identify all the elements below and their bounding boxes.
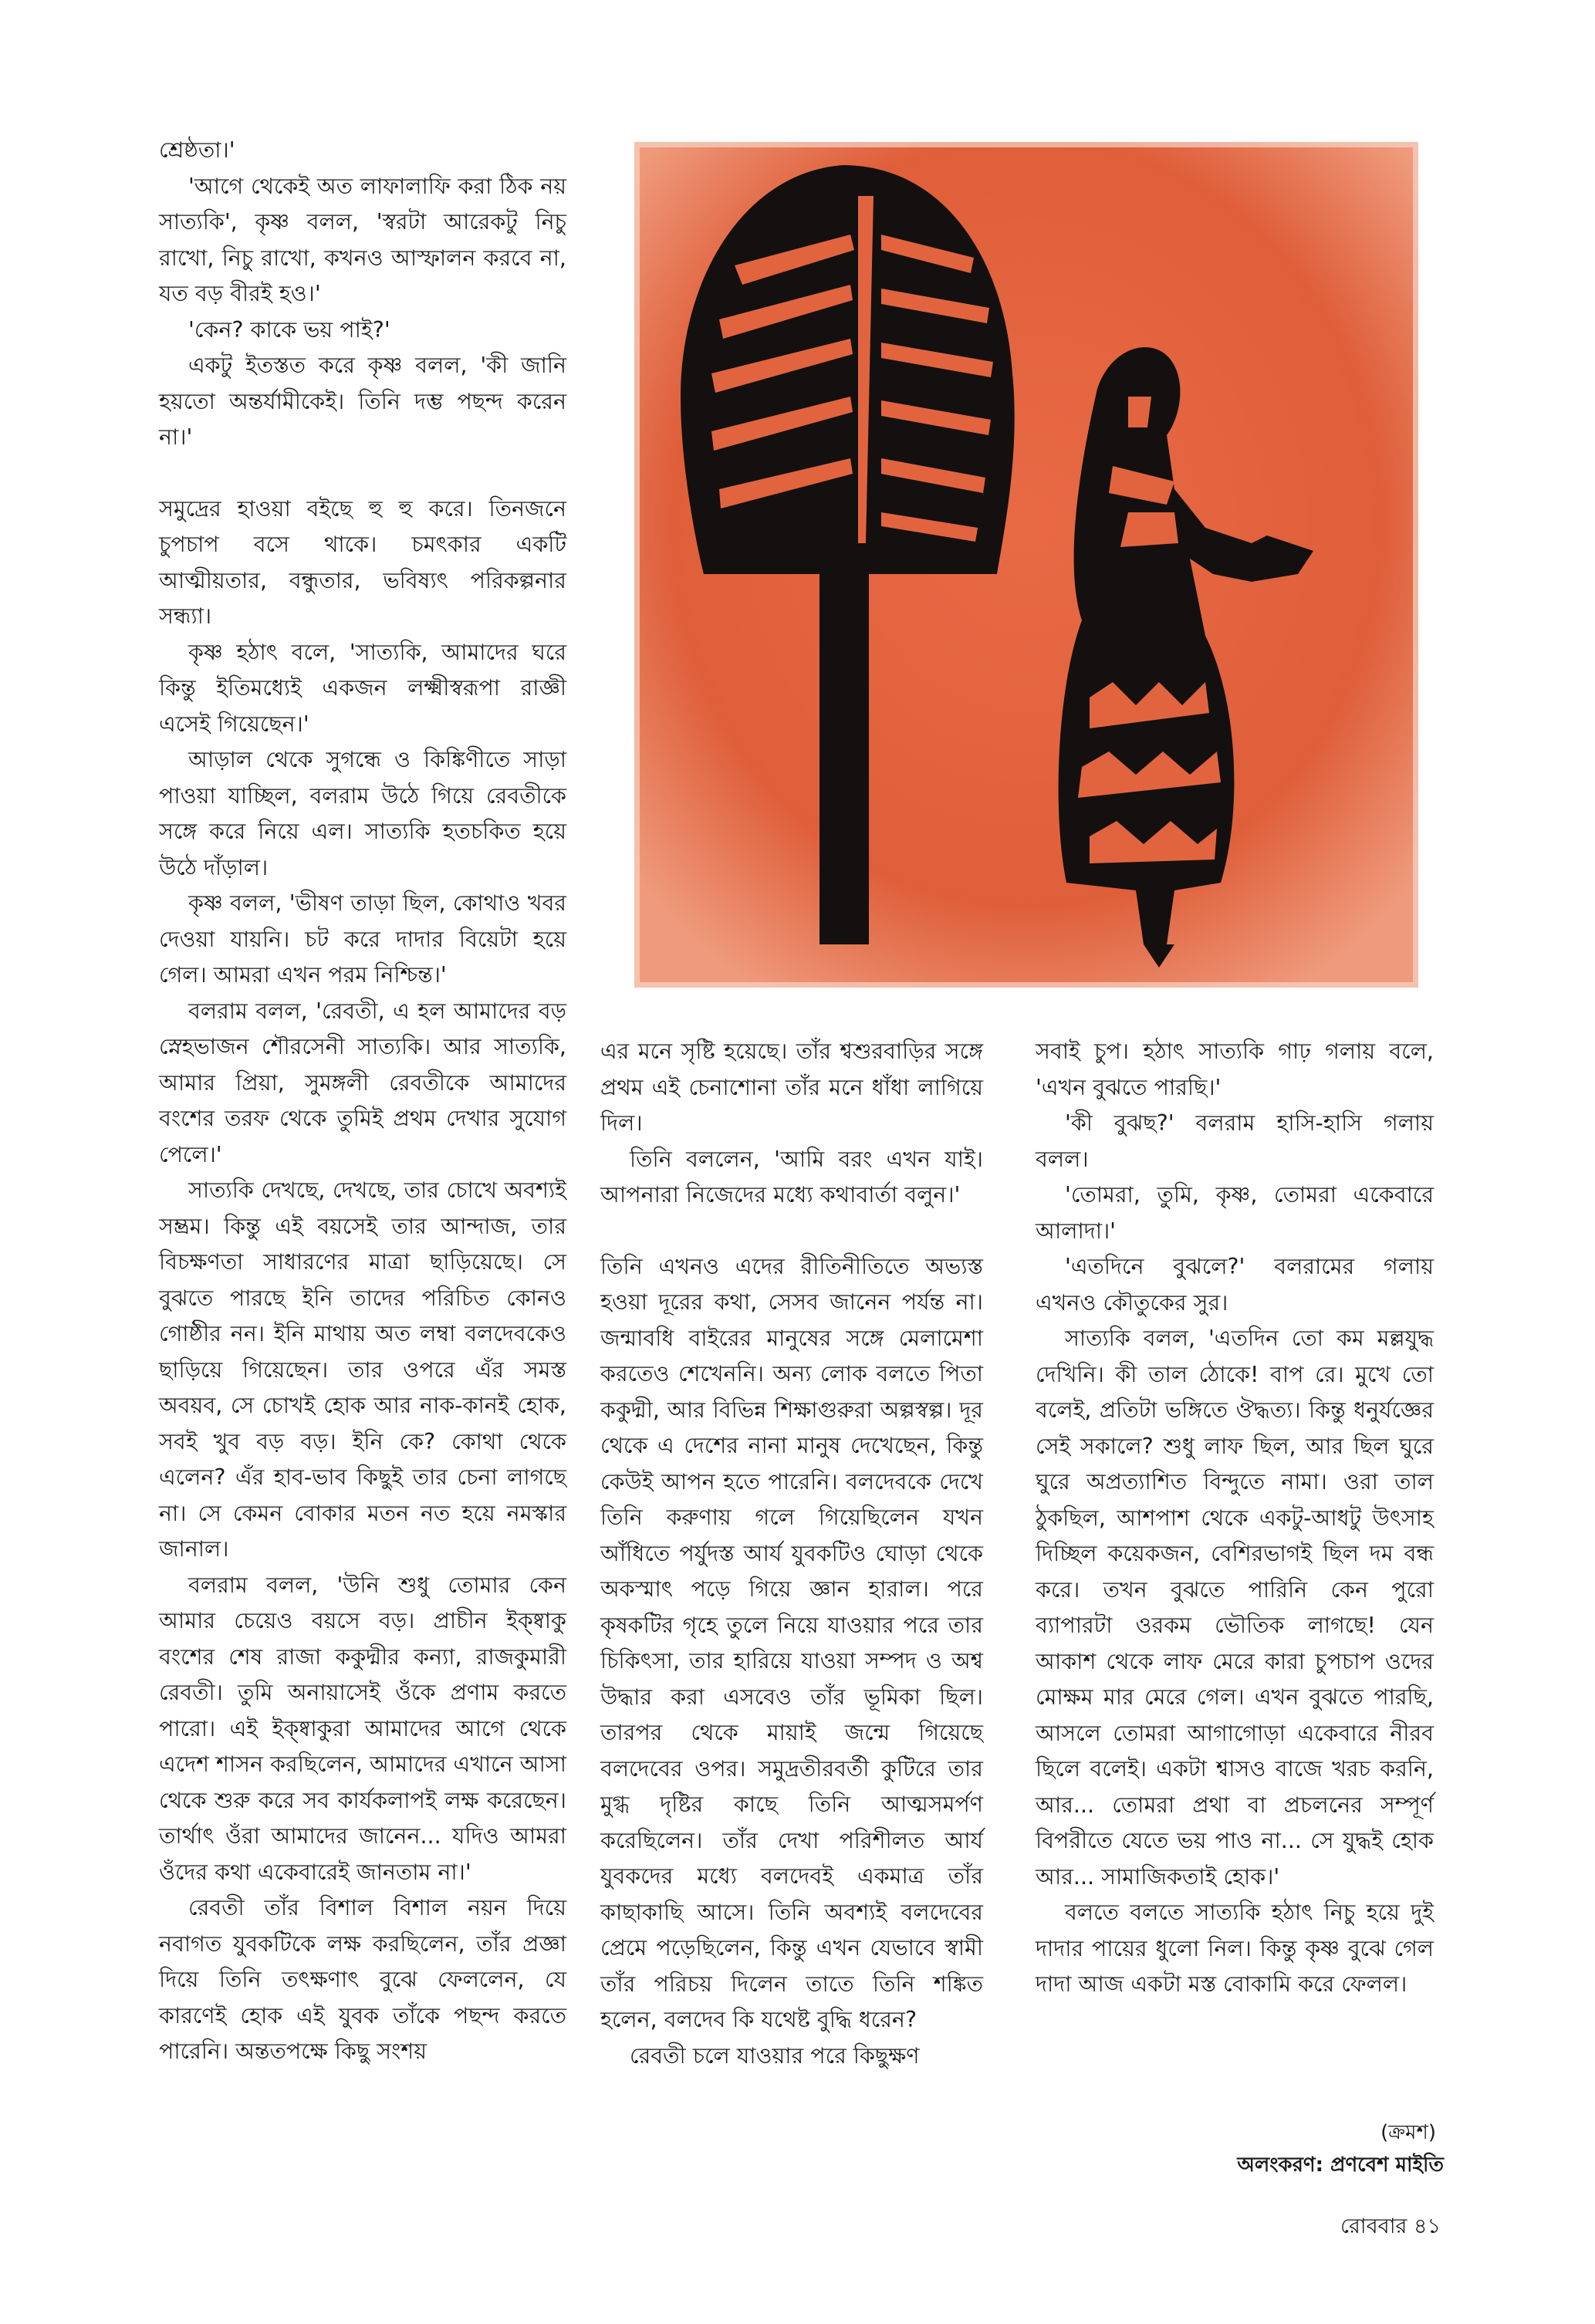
- paragraph: শ্রেষ্ঠতা।': [159, 137, 235, 163]
- text-column-1: [159, 133, 566, 2070]
- paragraph: বলতে বলতে সাত্যকি হঠাৎ নিচু হয়ে দুই দাদার পায়ের ধুলো নিল। কিন্তু কৃষ্ণ বুঝে গেল দাদা আজ একটা মস্ত বোকামি করে ফেলল।: [1036, 1900, 1434, 1997]
- paragraph: 'তোমরা, তুমি, কৃষ্ণ, তোমরা একেবারে আলাদা।': [1036, 1182, 1434, 1244]
- paragraph: সাত্যকি বলল, 'এতদিন তো কম মল্লযুদ্ধ দেখিনি। কী তাল ঠোকে! বাপ রে। মুখে তো বলেই, প্রতিটা ভঙ্গিতে ঔদ্ধত্য। কিন্তু ধনুর্যজ্ঞের সেই সকালে? শুধু লাফ ছিল, আর ছিল ঘুরে ঘুরে অপ্রত্যাশিত বিন্দুতে নামা। ওরা তাল ঠুকছিল, আশপাশ থেকে একটু-আধটু উৎসাহ দিচ্ছিল কয়েকজন, বেশিরভাগই ছিল দম বন্ধ করে। তখন বুঝতে পারিনি কেন পুরো ব্যাপারটা ওরকম ভৌতিক লাগছে! যেন আকাশ থেকে লাফ মেরে কারা চুপচাপ ওদের মোক্ষম মার মেরে গেল। এখন বুঝতে পারছি, আসলে তোমরা আগাগোড়া একেবারে নীরব ছিলে বলেই। একটা শ্বাসও বাজে খরচ করনি, আর... তোমরা প্রথা বা প্রচলনের সম্পূর্ণ বিপরীতে যেতে ভয় পাও না... সে যুদ্ধই হোক আর... সামাজিকতাই হোক।': [1036, 1326, 1434, 1890]
- paragraph: বলরাম বলল, 'উনি শুধু তোমার কেন আমার চেয়েও বয়সে বড়। প্রাচীন ইক্ষ্বাকু বংশের শেষ রাজা ককুদ্মীর কন্যা, রাজকুমারী রেবতী। তুমি অনায়াসেই ওঁকে প্রণাম করতে পারো। এই ইক্ষ্বাকুরা আমাদের আগে থেকে এদেশ শাসন করছিলেন, আমাদের এখানে আসা থেকে শুরু করে সব কার্যকলাপই লক্ষ করেছেন। তার্থাৎ ওঁরা আমাদের জানেন... যদিও আমরা ওঁদের কথা একেবারেই জানতাম না।': [159, 1572, 566, 1885]
- paragraph: আড়াল থেকে সুগন্ধে ও কিঙ্কিণীতে সাড়া পাওয়া যাচ্ছিল, বলরাম উঠে গিয়ে রেবতীকে সঙ্গে করে নিয়ে এল। সাত্যকি হতচকিত হয়ে উঠে দাঁড়াল।: [159, 747, 566, 880]
- paragraph: বলরাম বলল, 'রেবতী, এ হল আমাদের বড় স্নেহভাজন শৌরসেনী সাত্যকি। আর সাত্যকি, আমার প্রিয়া, সুমঙ্গলী রেবতীকে আমাদের বংশের তরফ থেকে তুমিই প্রথম দেখার সুযোগ পেলে।': [159, 998, 566, 1167]
- section-break: [159, 456, 566, 491]
- paragraph: 'আগে থেকেই অত লাফালাফি করা ঠিক নয় সাত্যকি', কৃষ্ণ বলল, 'স্বরটা আরেকটু নিচু রাখো, নিচু রাখো, কখনও আস্ফালন করবে না, যত বড় বীরই হও।': [159, 173, 566, 306]
- paragraph: এর মনে সৃষ্টি হয়েছে। তাঁর শ্বশুরবাড়ির সঙ্গে প্রথম এই চেনাশোনা তাঁর মনে ধাঁধা লাগিয়ে দিল।: [600, 1039, 983, 1136]
- paragraph: 'এতদিনে বুঝলে?' বলরামের গলায় এখনও কৌতুকের সুর।: [1036, 1254, 1434, 1316]
- text-column-3: [1036, 1034, 1434, 2003]
- page-footer: রোববার ৪১: [1340, 2214, 1441, 2238]
- paragraph: সবাই চুপ। হঠাৎ সাত্যকি গাঢ় গলায় বলে, 'এখন বুঝতে পারছি।': [1036, 1039, 1434, 1100]
- paragraph: কৃষ্ণ বলল, 'ভীষণ তাড়া ছিল, কোথাও খবর দেওয়া যায়নি। চট করে দাদার বিয়েটা হয়ে গেল। আমরা এখন পরম নিশ্চিন্ত।': [159, 890, 566, 988]
- illustration-tree-and-woman: [634, 142, 1418, 988]
- paragraph: রেবতী চলে যাওয়ার পরে কিছুক্ষণ: [630, 2042, 920, 2069]
- section-break: [600, 1214, 983, 1249]
- to-be-continued-note: (ক্রমশ): [1380, 2121, 1436, 2144]
- paragraph: 'কী বুঝছ?' বলরাম হাসি-হাসি গলায় বলল।: [1036, 1110, 1434, 1172]
- paragraph: তিনি এখনও এদের রীতিনীতিতে অভ্যস্ত হওয়া দূরের কথা, সেসব জানেন পর্যন্ত না। জন্মাবধি বাইরের মানুষের সঙ্গে মেলামেশা করতেও শেখেননি। অন্য লোক বলতে পিতা ককুদ্মী, আর বিভিন্ন শিক্ষাগুরুরা অল্পস্বল্প। দূর থেকে এ দেশের নানা মানুষ দেখেছেন, কিন্তু কেউই আপন হতে পারেনি। বলদেবকে দেখে তিনি করুণায় গলে গিয়েছিলেন যখন আঁধিতে পর্যুদস্ত আর্য যুবকটিও ঘোড়া থেকে অকস্মাৎ পড়ে গিয়ে জ্ঞান হারাল। পরে কৃষকটির গৃহে তুলে নিয়ে যাওয়ার পরে তার চিকিৎসা, তার হারিয়ে যাওয়া সম্পদ ও অশ্ব উদ্ধার করা এসবেও তাঁর ভূমিকা ছিল। তারপর থেকে মায়াই জন্মে গিয়েছে বলদেবের ওপর। সমুদ্রতীরবর্তী কুটিরে তার মুগ্ধ দৃষ্টির কাছে তিনি আত্মসমর্পণ করেছিলেন। তাঁর দেখা পরিশীলত আর্য যুবকদের মধ্যে বলদেবই একমাত্র তাঁর কাছাকাছি আসে। তিনি অবশ্যই বলদেবের প্রেমে পড়েছিলেন, কিন্তু এখন যেভাবে স্বামী তাঁর পরিচয় দিলেন তাতে তিনি শঙ্কিত হলেন, বলদেব কি যথেষ্ট বুদ্ধি ধরেন?: [600, 1253, 983, 2032]
- paragraph: সমুদ্রের হাওয়া বইছে হু হু করে। তিনজনে চুপচাপ বসে থাকে। চমৎকার একটি আত্মীয়তার, বন্ধুতার, ভবিষ্যৎ পরিকল্পনার সন্ধ্যা।: [159, 495, 566, 629]
- illustration-credit: অলংকরণ: প্রণবেশ মাইতি: [1237, 2153, 1444, 2177]
- paragraph: কৃষ্ণ হঠাৎ বলে, 'সাত্যকি, আমাদের ঘরে কিন্তু ইতিমধ্যেই একজন লক্ষ্মীস্বরূপা রাজ্ঞী এসেই গিয়েছেন।': [159, 639, 566, 737]
- paragraph: 'কেন? কাকে ভয় পাই?': [188, 316, 390, 343]
- paragraph: রেবতী তাঁর বিশাল বিশাল নয়ন দিয়ে নবাগত যুবকটিকে লক্ষ করছিলেন, তাঁর প্রজ্ঞা দিয়ে তিনি তৎক্ষণাৎ বুঝে ফেললেন, যে কারণেই হোক এই যুবক তাঁকে পছন্দ করতে পারেনি। অন্ততপক্ষে কিছু সংশয়: [159, 1895, 566, 2064]
- text-column-2: [600, 1034, 983, 2074]
- paragraph: সাত্যকি দেখছে, দেখছে, তার চোখে অবশ্যই সম্ভ্রম। কিন্তু এই বয়সেই তার আন্দাজ, তার বিচক্ষণতা সাধারণের মাত্রা ছাড়িয়েছে। সে বুঝতে পারছে ইনি তাদের পরিচিত কোনও গোষ্ঠীর নন। ইনি মাথায় অত লম্বা বলদেবকেও ছাড়িয়ে গিয়েছেন। তার ওপরে এঁর সমস্ত অবয়ব, সে চোখই হোক আর নাক-কানই হোক, সবই খুব বড় বড়। ইনি কে? কোথা থেকে এলেন? এঁর হাব-ভাব কিছুই তার চেনা লাগছে না। সে কেমন বোকার মতন নত হয়ে নমস্কার জানাল।: [159, 1177, 566, 1562]
- paragraph: একটু ইতস্তত করে কৃষ্ণ বলল, 'কী জানি হয়তো অন্তর্যামীকেই। তিনি দম্ভ পছন্দ করেন না।': [159, 353, 566, 450]
- paragraph: তিনি বললেন, 'আমি বরং এখন যাই। আপনারা নিজেদের মধ্যে কথাবার্তা বলুন।': [600, 1146, 983, 1208]
- illustration-artwork: [634, 142, 1418, 988]
